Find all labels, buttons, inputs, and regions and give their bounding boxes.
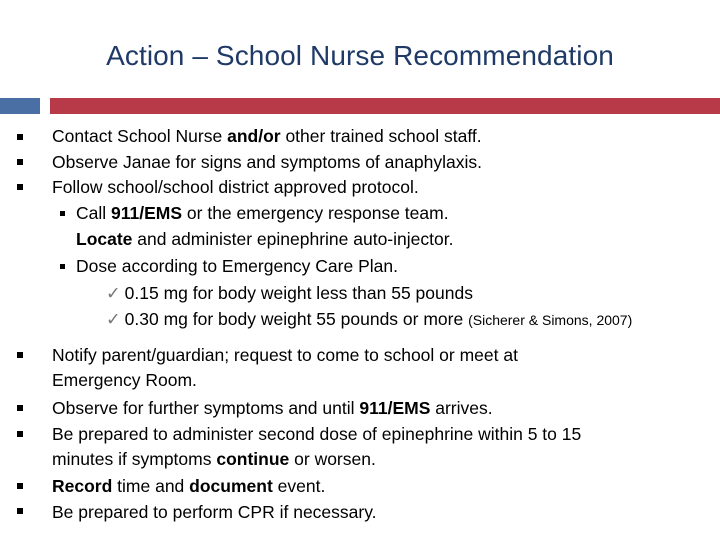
list-item: Be prepared to administer second dose of epinephrine within 5 to 15 minutes if symptoms continue or worsen. xyxy=(52,424,582,469)
accent-bar-red xyxy=(50,98,720,114)
bullet-icon xyxy=(17,134,23,140)
bullet-icon xyxy=(17,159,23,165)
citation: (Sicherer & Simons, 2007) xyxy=(468,312,633,328)
dose-item: ✓ 0.30 mg for body weight 55 pounds or more (Sicherer & Simons, 2007) xyxy=(106,309,633,329)
list-item: Contact School Nurse and/or other trained school staff. xyxy=(52,126,482,146)
bullet-icon xyxy=(17,405,23,411)
bullet-icon xyxy=(17,431,23,437)
checkmark-icon: ✓ xyxy=(106,309,121,329)
bullet-icon xyxy=(17,352,23,358)
list-item: Observe Janae for signs and symptoms of anaphylaxis. xyxy=(52,152,482,172)
sub-list-item: Dose according to Emergency Care Plan. xyxy=(76,256,398,276)
dose-item: ✓ 0.15 mg for body weight less than 55 pounds xyxy=(106,283,473,303)
list-item: Observe for further symptoms and until 911/EMS arrives. xyxy=(52,398,493,418)
list-item: Follow school/school district approved protocol. xyxy=(52,177,419,197)
checkmark-icon: ✓ xyxy=(106,283,121,303)
slide-title: Action – School Nurse Recommendation xyxy=(106,40,614,71)
sub-bullet-icon xyxy=(60,264,65,269)
list-item: Notify parent/guardian; request to come to school or meet at Emergency Room. xyxy=(52,345,518,390)
bullet-icon xyxy=(17,483,23,489)
sub-list-item: Call 911/EMS or the emergency response team. xyxy=(76,203,449,223)
sub-list-item: Locate and administer epinephrine auto-injector. xyxy=(76,229,454,249)
accent-bar-blue xyxy=(0,98,40,114)
list-item: Record time and document event. xyxy=(52,476,326,496)
list-item: Be prepared to perform CPR if necessary. xyxy=(52,502,377,522)
bullet-icon xyxy=(17,184,23,190)
bullet-icon xyxy=(17,508,23,514)
sub-bullet-icon xyxy=(60,211,65,216)
